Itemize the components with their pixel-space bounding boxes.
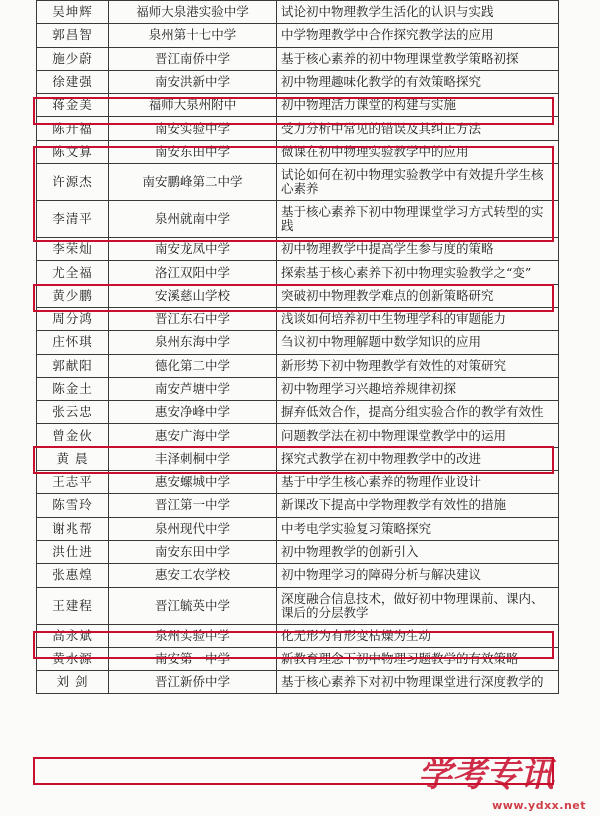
table-row xyxy=(37,401,559,424)
table-row xyxy=(37,307,559,330)
school-name: 南安第一中学 xyxy=(109,647,277,670)
table-row xyxy=(37,201,559,238)
teacher-name: 李清平 xyxy=(37,201,109,238)
teacher-name: 庄怀琪 xyxy=(37,331,109,354)
school-name: 安溪慈山学校 xyxy=(109,284,277,307)
award-table-body xyxy=(37,1,559,694)
paper-title: 基于中学生核心素养的物理作业设计 xyxy=(277,471,559,494)
teacher-name: 张惠煌 xyxy=(37,564,109,587)
school-name: 南安龙凤中学 xyxy=(109,238,277,261)
paper-title: 探索基于核心素养下初中物理实验教学之“变” xyxy=(277,261,559,284)
paper-title: 初中物理教学中提高学生参与度的策略 xyxy=(277,238,559,261)
table-row xyxy=(37,261,559,284)
table-row xyxy=(37,540,559,563)
paper-title: 突破初中物理教学难点的创新策略研究 xyxy=(277,284,559,307)
table-row xyxy=(37,70,559,93)
school-name: 泉州第十七中学 xyxy=(109,24,277,47)
paper-title: 基于核心素养的初中物理课堂教学策略初探 xyxy=(277,47,559,70)
table-row xyxy=(37,424,559,447)
paper-title: 初中物理学习兴趣培养规律初探 xyxy=(277,377,559,400)
paper-title: 深度融合信息技术，做好初中物理课前、课内、课后的分层教学 xyxy=(277,587,559,624)
paper-title: 浅谈如何培养初中生物理学科的审题能力 xyxy=(277,307,559,330)
table-row xyxy=(37,94,559,117)
table-row xyxy=(37,564,559,587)
school-name: 福师大泉州附中 xyxy=(109,94,277,117)
teacher-name: 许源杰 xyxy=(37,164,109,201)
school-name: 福师大泉港实验中学 xyxy=(109,1,277,24)
paper-title: 初中物理学习的障碍分析与解决建议 xyxy=(277,564,559,587)
school-name: 晋江毓英中学 xyxy=(109,587,277,624)
school-name: 晋江新侨中学 xyxy=(109,671,277,694)
table-row xyxy=(37,284,559,307)
teacher-name: 黄水源 xyxy=(37,647,109,670)
table-row xyxy=(37,331,559,354)
school-name: 惠安工农学校 xyxy=(109,564,277,587)
paper-title: 初中物理教学的创新引入 xyxy=(277,540,559,563)
table-row xyxy=(37,24,559,47)
paper-title: 新课改下提高中学物理教学有效性的措施 xyxy=(277,494,559,517)
table-row xyxy=(37,47,559,70)
teacher-name: 陈文算 xyxy=(37,140,109,163)
teacher-name: 谢兆帮 xyxy=(37,517,109,540)
table-row xyxy=(37,140,559,163)
teacher-name: 王志平 xyxy=(37,471,109,494)
teacher-name: 陈雪玲 xyxy=(37,494,109,517)
watermark-logo-text: 学考专讯 xyxy=(418,755,554,795)
paper-title: 受力分析中常见的错误及其纠正方法 xyxy=(277,117,559,140)
school-name: 泉州东海中学 xyxy=(109,331,277,354)
paper-title: 基于核心素养下初中物理课堂学习方式转型的实践 xyxy=(277,201,559,238)
table-row xyxy=(37,671,559,694)
school-name: 惠安螺城中学 xyxy=(109,471,277,494)
teacher-name: 黄少鹏 xyxy=(37,284,109,307)
table-row xyxy=(37,354,559,377)
paper-title: 初中物理活力课堂的构建与实施 xyxy=(277,94,559,117)
table-row xyxy=(37,517,559,540)
table-row xyxy=(37,471,559,494)
school-name: 惠安净峰中学 xyxy=(109,401,277,424)
teacher-name: 陈金土 xyxy=(37,377,109,400)
paper-title: 基于核心素养下对初中物理课堂进行深度教学的 xyxy=(277,671,559,694)
teacher-name: 吴坤辉 xyxy=(37,1,109,24)
school-name: 泉州实验中学 xyxy=(109,624,277,647)
paper-title: 微课在初中物理实验教学中的应用 xyxy=(277,140,559,163)
school-name: 德化第二中学 xyxy=(109,354,277,377)
school-name: 南安洪新中学 xyxy=(109,70,277,93)
paper-title: 问题教学法在初中物理课堂教学中的运用 xyxy=(277,424,559,447)
school-name: 南安芦塘中学 xyxy=(109,377,277,400)
teacher-name: 徐建强 xyxy=(37,70,109,93)
paper-title: 化无形为有形变枯燥为生动 xyxy=(277,624,559,647)
teacher-name: 周分鸿 xyxy=(37,307,109,330)
paper-title: 试论如何在初中物理实验教学中有效提升学生核心素养 xyxy=(277,164,559,201)
school-name: 泉州就南中学 xyxy=(109,201,277,238)
school-name: 南安实验中学 xyxy=(109,117,277,140)
paper-title: 刍议初中物理解题中数学知识的应用 xyxy=(277,331,559,354)
teacher-name: 黄 晨 xyxy=(37,447,109,470)
teacher-name: 尤全福 xyxy=(37,261,109,284)
highlight-box xyxy=(33,757,554,785)
paper-title: 新教育理念下初中物理习题教学的有效策略 xyxy=(277,647,559,670)
school-name: 丰泽刺桐中学 xyxy=(109,447,277,470)
school-name: 南安东田中学 xyxy=(109,140,277,163)
school-name: 南安鹏峰第二中学 xyxy=(109,164,277,201)
school-name: 泉州现代中学 xyxy=(109,517,277,540)
table-row xyxy=(37,117,559,140)
school-name: 晋江南侨中学 xyxy=(109,47,277,70)
school-name: 洛江双阳中学 xyxy=(109,261,277,284)
paper-title: 新形势下初中物理教学有效性的对策研究 xyxy=(277,354,559,377)
school-name: 晋江东石中学 xyxy=(109,307,277,330)
teacher-name: 曾金伙 xyxy=(37,424,109,447)
paper-title: 中考电学实验复习策略探究 xyxy=(277,517,559,540)
table-row xyxy=(37,1,559,24)
table-row xyxy=(37,647,559,670)
teacher-name: 李荣灿 xyxy=(37,238,109,261)
teacher-name: 郭昌智 xyxy=(37,24,109,47)
teacher-name: 陈开福 xyxy=(37,117,109,140)
paper-title: 初中物理趣味化教学的有效策略探究 xyxy=(277,70,559,93)
table-row xyxy=(37,238,559,261)
watermark-logo-graphic xyxy=(412,748,592,798)
school-name: 晋江第一中学 xyxy=(109,494,277,517)
school-name: 惠安广海中学 xyxy=(109,424,277,447)
table-row xyxy=(37,624,559,647)
teacher-name: 施少蔚 xyxy=(37,47,109,70)
award-table xyxy=(36,0,559,694)
paper-title: 摒弃低效合作，提高分组实验合作的教学有效性 xyxy=(277,401,559,424)
table-row xyxy=(37,587,559,624)
table-row xyxy=(37,447,559,470)
watermark-logo xyxy=(412,748,592,798)
teacher-name: 王建程 xyxy=(37,587,109,624)
teacher-name: 张云忠 xyxy=(37,401,109,424)
teacher-name: 刘 剑 xyxy=(37,671,109,694)
watermark-url: www.ydxx.net xyxy=(492,799,586,812)
teacher-name: 蒋金美 xyxy=(37,94,109,117)
paper-title: 探究式教学在初中物理教学中的改进 xyxy=(277,447,559,470)
teacher-name: 高永斌 xyxy=(37,624,109,647)
table-row xyxy=(37,164,559,201)
teacher-name: 郭献阳 xyxy=(37,354,109,377)
table-row xyxy=(37,494,559,517)
paper-title: 试论初中物理教学生活化的认识与实践 xyxy=(277,1,559,24)
school-name: 南安东田中学 xyxy=(109,540,277,563)
paper-title: 中学物理教学中合作探究教学法的应用 xyxy=(277,24,559,47)
teacher-name: 洪仕进 xyxy=(37,540,109,563)
table-row xyxy=(37,377,559,400)
